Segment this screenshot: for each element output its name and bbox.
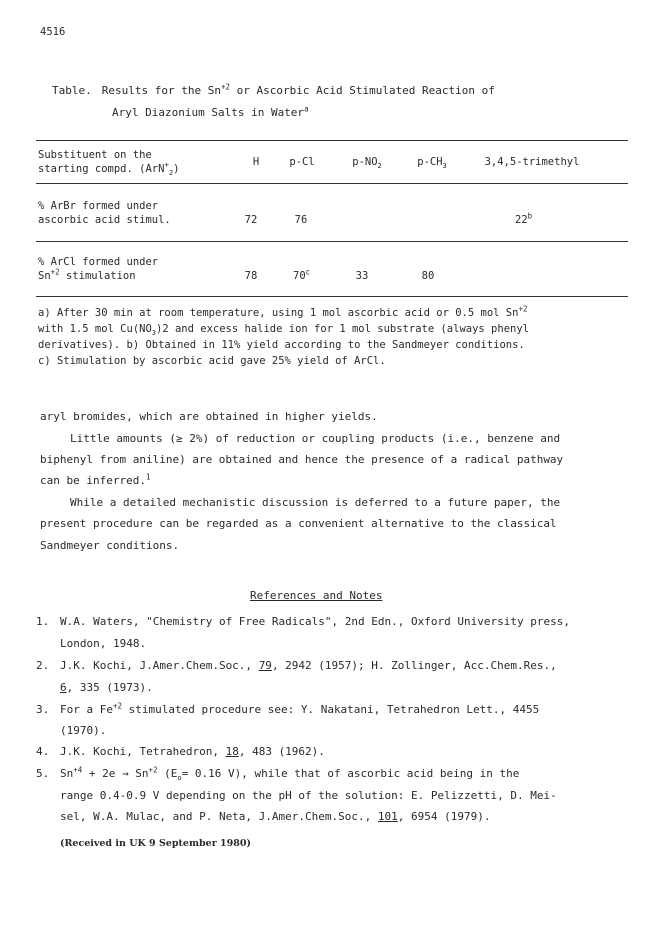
table-rule-top <box>36 140 628 141</box>
header-p-cl: p-Cl <box>289 156 315 168</box>
ref1-number: 1. <box>36 615 50 628</box>
row1-trimethyl-value: 22$^b$ <box>515 211 533 226</box>
row2-h-value: 78 <box>244 270 258 282</box>
ref4-number: 4. <box>36 745 50 758</box>
body-para2-line1: Little amounts (≥ 2%) of reduction or coupling products (i.e., benzene and <box>70 432 561 445</box>
header-h: H <box>252 156 260 168</box>
ref1-line1: W.A. Waters, "Chemistry of Free Radicals", 2nd Edn., Oxford University press, <box>60 615 570 628</box>
table-label: Table. <box>52 84 92 97</box>
row2-p-no2-value: 33 <box>355 270 369 282</box>
row2-label-line2: $Sn^{+2}$ stimulation <box>38 267 136 282</box>
page-number: 4516 <box>40 26 66 38</box>
table-rule-header <box>36 183 628 184</box>
row2-label-line1: % ArCl formed under <box>38 256 159 268</box>
footnote-line2: with 1.5 mol $Cu(NO_3)2$ and excess halide ion for 1 mol substrate (always phenyl <box>38 323 529 338</box>
row1-label-line2: ascorbic acid stimul. <box>38 214 171 226</box>
body-para1: aryl bromides, which are obtained in higher yields. <box>40 410 378 423</box>
row2-p-cl-value: 70$^c$ <box>293 267 311 282</box>
row1-h-value: 72 <box>244 214 258 226</box>
table-title-line1: Table. Results for the $Sn^{+2}$ or Ascorbic Acid Stimulated Reaction of <box>52 82 495 97</box>
body-para2-line3: can be inferred.$^1$ <box>40 472 151 487</box>
header-trimethyl: 3,4,5-trimethyl <box>484 156 580 168</box>
row1-p-cl-value: 76 <box>294 214 308 226</box>
footnote-line4: c) Stimulation by ascorbic acid gave 25% yield of ArCl. <box>38 355 386 367</box>
ref2-number: 2. <box>36 659 50 672</box>
ref4-line1: J.K. Kochi, Tetrahedron, 18, 483 (1962). <box>60 745 325 758</box>
header-substituent-line1: Substituent on the <box>38 149 152 161</box>
table-title-line2: Aryl Diazonium Salts in Water$^a$ <box>112 104 309 119</box>
footnote-line3: derivatives). b) Obtained in 11% yield according to the Sandmeyer conditions. <box>38 339 525 351</box>
body-para3-line1: While a detailed mechanistic discussion is deferred to a future paper, the <box>70 496 561 509</box>
ref1-line2: London, 1948. <box>60 637 147 650</box>
ref3-line1: For a $Fe^{+2}$ stimulated procedure see: Y. Nakatani, Tetrahedron Lett., 4455 <box>60 701 540 716</box>
ref5-line1: $Sn^{+4} + 2e \to Sn^{+2}$ ($E_o= 0.16$ V), while that of ascorbic acid being in the <box>60 765 520 783</box>
received-date: (Received in UK 9 September 1980) <box>60 838 251 849</box>
ref2-line2: 6, 335 (1973). <box>60 681 153 694</box>
table-rule-mid <box>36 241 628 242</box>
body-para3-line2: present procedure can be regarded as a convenient alternative to the classical <box>40 517 557 530</box>
ref5-number: 5. <box>36 767 50 780</box>
ref3-number: 3. <box>36 703 50 716</box>
body-para2-line2: biphenyl from aniline) are obtained and hence the presence of a radical pathway <box>40 453 564 466</box>
body-para3-line3: Sandmeyer conditions. <box>40 539 180 552</box>
header-p-ch3: $p-CH_3$ <box>417 156 447 171</box>
ref3-line2: (1970). <box>60 724 107 737</box>
table-rule-bottom <box>36 296 628 297</box>
row1-label-line1: % ArBr formed under <box>38 200 159 212</box>
row2-p-ch3-value: 80 <box>421 270 435 282</box>
ref2-line1: J.K. Kochi, J.Amer.Chem.Soc., 79, 2942 (1957); H. Zollinger, Acc.Chem.Res., <box>60 659 557 672</box>
references-heading: References and Notes <box>250 589 383 602</box>
ref5-line2: range 0.4-0.9 V depending on the pH of the solution: E. Pelizzetti, D. Mei- <box>60 789 557 802</box>
header-p-no2: $p-NO_2$ <box>352 156 382 171</box>
footnote-line1: a) After 30 min at room temperature, using 1 mol ascorbic acid or 0.5 mol $Sn^{+2}$ <box>38 304 528 319</box>
ref5-line3: sel, W.A. Mulac, and P. Neta, J.Amer.Chem.Soc., 101, 6954 (1979). <box>60 810 491 823</box>
header-substituent-line2: starting compd. (ArN+$_2$) <box>38 160 180 178</box>
